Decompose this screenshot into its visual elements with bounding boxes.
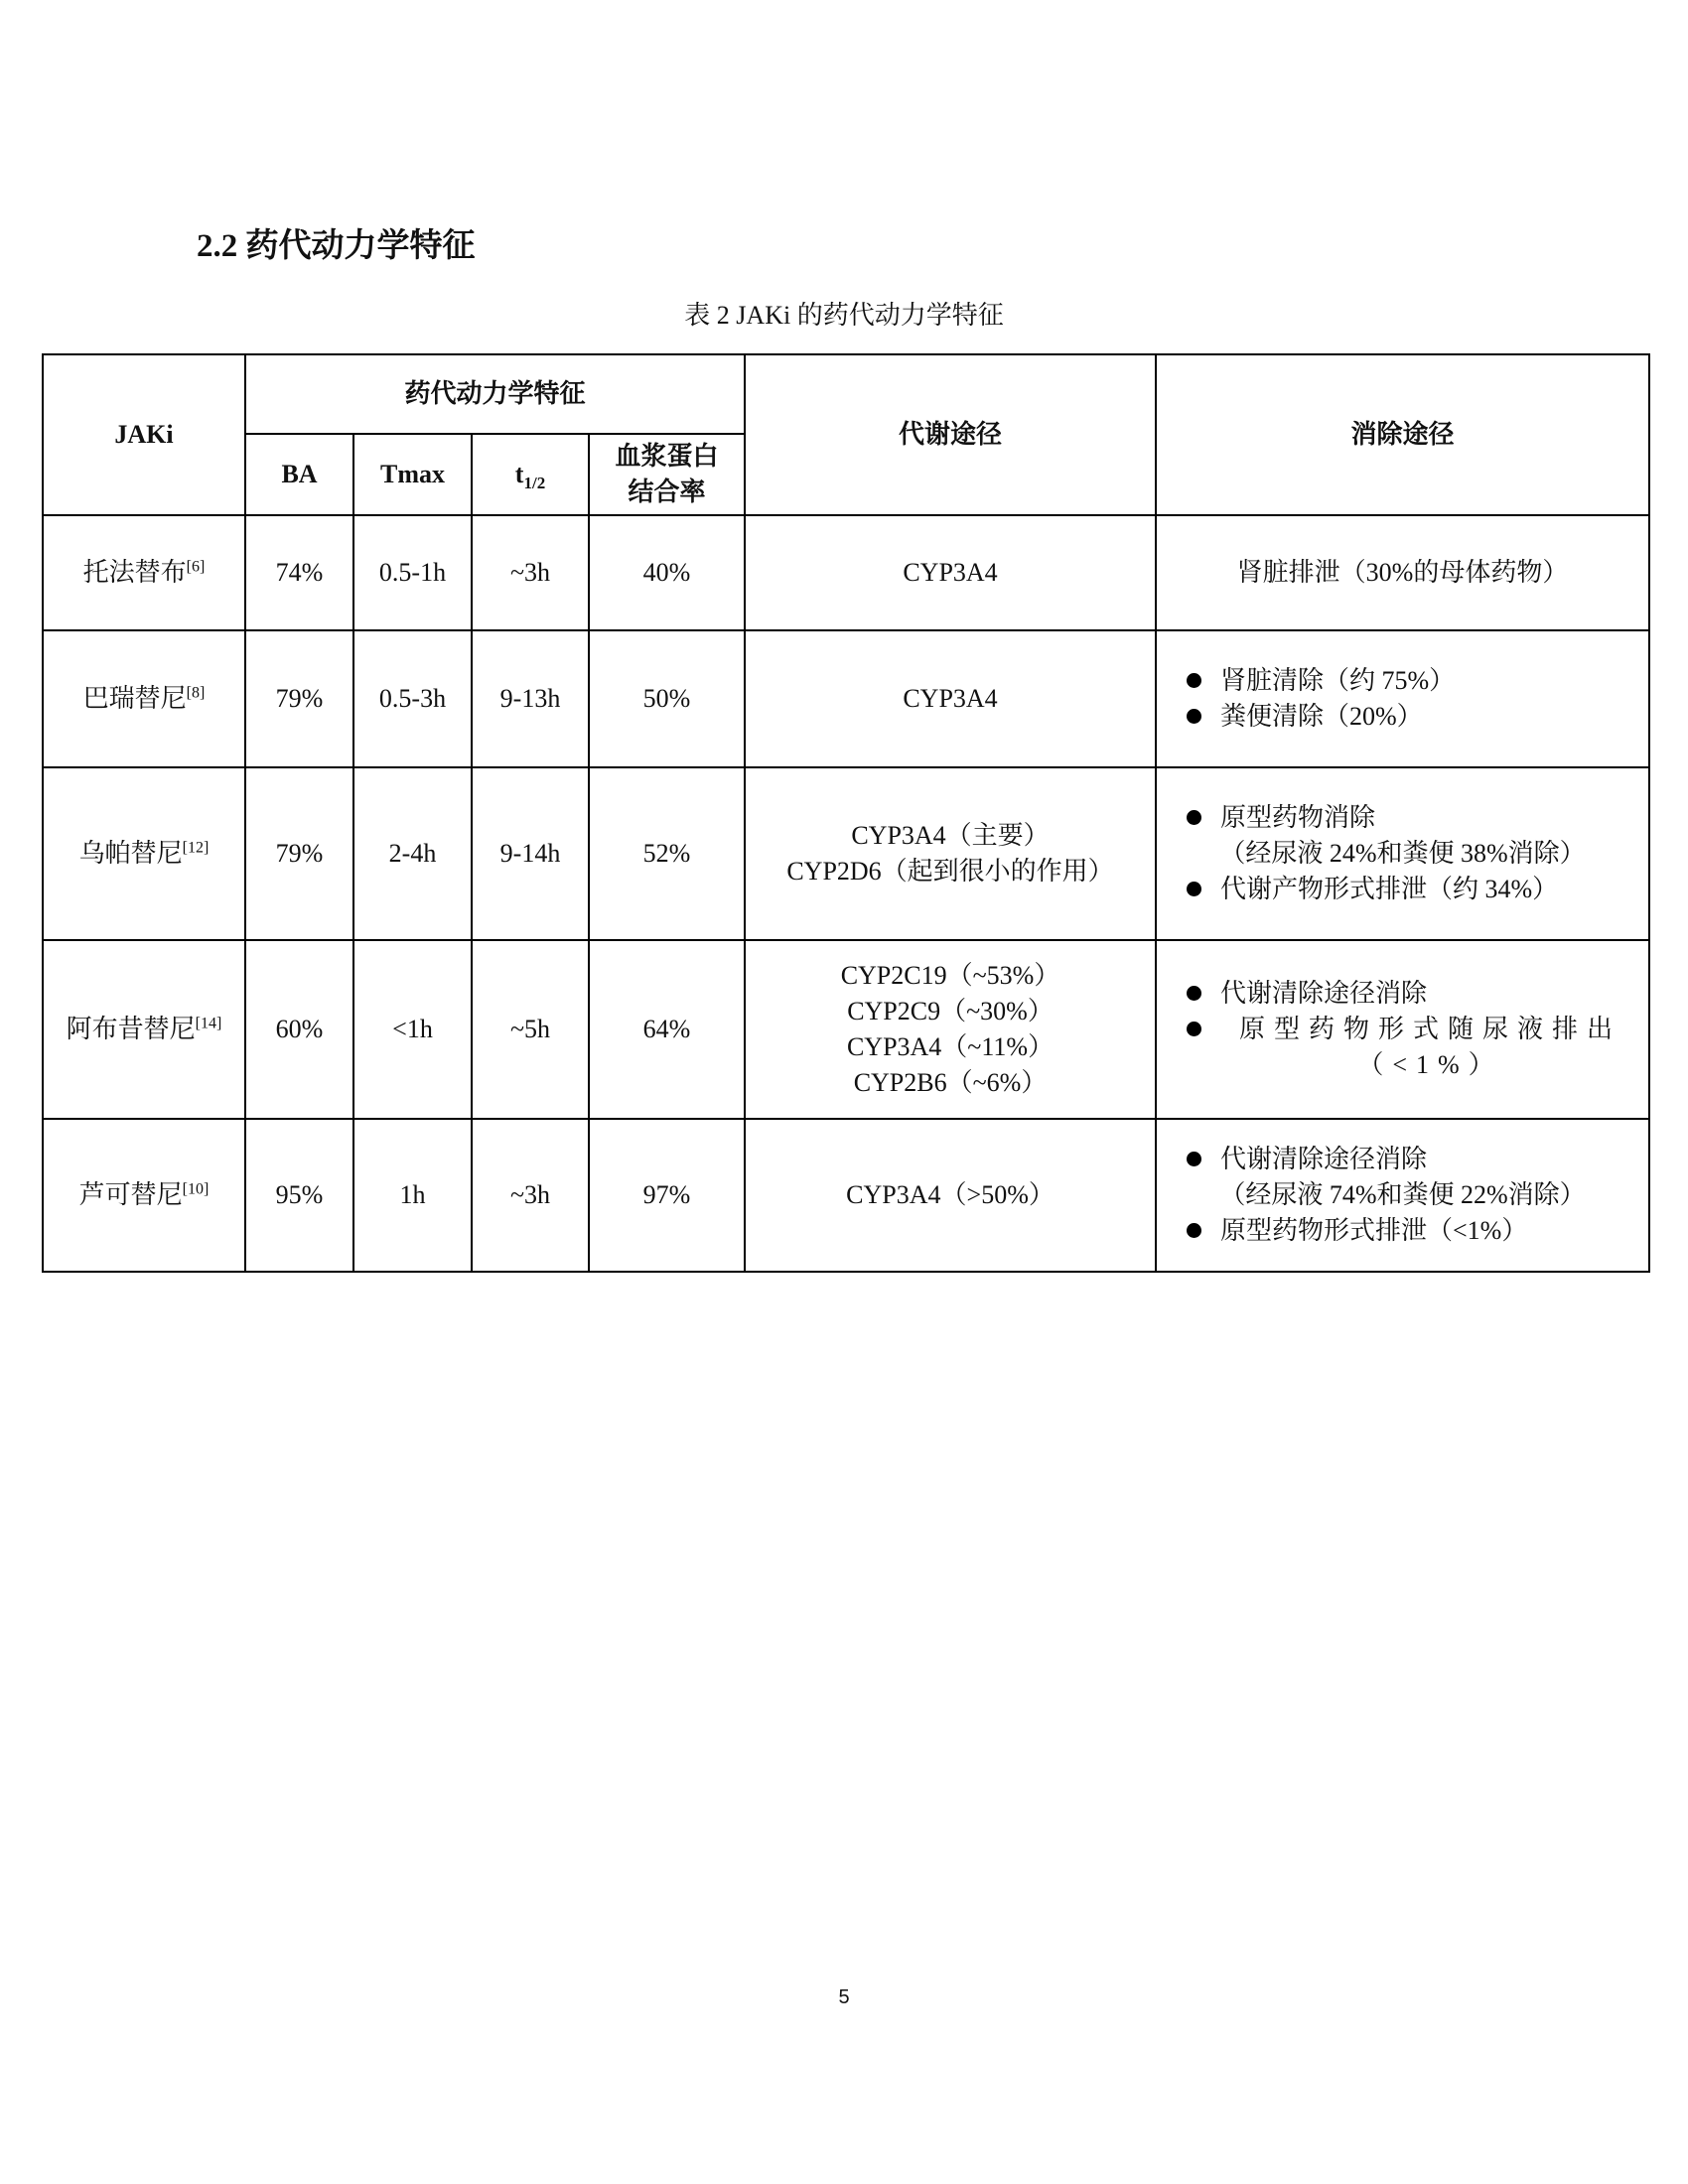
bullet-icon <box>1165 663 1220 699</box>
tmax-cell: 1h <box>353 1119 472 1272</box>
metabolism-line: CYP3A4 <box>903 558 998 587</box>
drug-name-cell <box>43 515 245 630</box>
metabolism-line: CYP2C9（~30%） <box>847 997 1054 1025</box>
metabolism-cell <box>745 630 1156 767</box>
elimination-cell <box>1156 1119 1649 1272</box>
elimination-line: （经尿液 24%和粪便 38%消除） <box>1219 839 1586 868</box>
elimination-bullet-item <box>1165 699 1640 735</box>
table-row <box>43 515 1649 630</box>
bullet-icon <box>1165 1213 1220 1249</box>
reference-marker[interactable]: [10] <box>182 1180 210 1198</box>
ppb-cell: 97% <box>589 1119 745 1272</box>
header-thalf-main: t <box>514 460 524 488</box>
elimination-line: 原型药物形式排泄（<1%） <box>1220 1216 1528 1245</box>
header-thalf-sub: 1/2 <box>523 474 546 493</box>
header-thalf <box>472 434 589 515</box>
metabolism-line: CYP3A4（~11%） <box>846 1032 1055 1061</box>
reference-marker[interactable]: [6] <box>186 558 206 576</box>
drug-name: 芦可替尼 <box>78 1180 183 1209</box>
header-drug: JAKi <box>43 354 245 515</box>
header-pk-group: 药代动力学特征 <box>245 354 745 434</box>
elimination-cell <box>1156 515 1649 630</box>
table-caption: 表 2 JAKi 的药代动力学特征 <box>684 301 1004 330</box>
metabolism-cell <box>745 515 1156 630</box>
drug-name: 阿布昔替尼 <box>66 1015 196 1043</box>
tmax-cell: <1h <box>353 940 472 1119</box>
elimination-line: 原型药物消除 <box>1220 803 1376 832</box>
ba-cell: 79% <box>245 630 353 767</box>
header-metabolism: 代谢途径 <box>745 354 1156 515</box>
elimination-bullet-item <box>1165 800 1640 836</box>
tmax-cell: 0.5-3h <box>353 630 472 767</box>
ppb-cell: 50% <box>589 630 745 767</box>
elimination-cell <box>1156 767 1649 940</box>
metabolism-line: CYP3A4 <box>903 684 998 713</box>
elimination-bullet-item <box>1165 1213 1640 1249</box>
drug-name-cell <box>43 940 245 1119</box>
metabolism-line: CYP3A4（>50%） <box>846 1180 1055 1209</box>
ba-cell: 60% <box>245 940 353 1119</box>
metabolism-cell <box>745 1119 1156 1272</box>
metabolism-line: CYP3A4（主要） <box>851 821 1050 850</box>
drug-name: 乌帕替尼 <box>78 839 183 868</box>
drug-name-cell <box>43 630 245 767</box>
pk-table <box>42 353 1650 1273</box>
thalf-cell: ~3h <box>472 1119 589 1272</box>
elimination-line: 原型药物形式随尿液排出（<1%） <box>1239 1015 1622 1079</box>
bullet-icon <box>1165 800 1220 836</box>
elimination-bullet-item <box>1165 663 1640 699</box>
thalf-cell: 9-13h <box>472 630 589 767</box>
header-row-1 <box>43 354 1649 434</box>
page-number: 5 <box>838 1986 850 2008</box>
ppb-cell: 64% <box>589 940 745 1119</box>
metabolism-cell <box>745 767 1156 940</box>
ba-cell: 79% <box>245 767 353 940</box>
bullet-icon <box>1165 976 1220 1012</box>
ppb-cell: 52% <box>589 767 745 940</box>
drug-name-cell <box>43 1119 245 1272</box>
header-elimination: 消除途径 <box>1156 354 1649 515</box>
metabolism-line: CYP2B6（~6%） <box>853 1068 1048 1097</box>
elimination-cell <box>1156 940 1649 1119</box>
header-ba: BA <box>245 434 353 515</box>
bullet-icon <box>1165 699 1220 735</box>
header-tmax: Tmax <box>353 434 472 515</box>
ba-cell: 95% <box>245 1119 353 1272</box>
metabolism-line: CYP2D6（起到很小的作用） <box>786 857 1114 886</box>
ba-cell: 74% <box>245 515 353 630</box>
bullet-icon <box>1165 1012 1220 1047</box>
tmax-cell: 2-4h <box>353 767 472 940</box>
elimination-line: 肾脏清除（约 75%） <box>1220 666 1456 695</box>
tmax-cell: 0.5-1h <box>353 515 472 630</box>
table-row <box>43 1119 1649 1272</box>
elimination-line: 代谢清除途径消除 <box>1220 979 1428 1008</box>
header-ppb-line1: 血浆蛋白 <box>615 442 719 471</box>
elimination-line: （经尿液 74%和粪便 22%消除） <box>1219 1180 1586 1209</box>
elimination-line: 代谢产物形式排泄（约 34%） <box>1220 875 1559 903</box>
elimination-line: 代谢清除途径消除 <box>1220 1145 1428 1173</box>
bullet-icon <box>1165 1142 1220 1177</box>
metabolism-line: CYP2C19（~53%） <box>840 961 1060 990</box>
header-ppb-line2: 结合率 <box>628 478 706 506</box>
elimination-bullet-item <box>1165 1142 1640 1177</box>
reference-marker[interactable]: [8] <box>186 684 206 702</box>
bullet-icon <box>1165 872 1220 907</box>
elimination-bullet-item <box>1165 1012 1640 1083</box>
elimination-bullet-item <box>1165 872 1640 907</box>
metabolism-cell <box>745 940 1156 1119</box>
elimination-line: 肾脏排泄（30%的母体药物） <box>1236 558 1569 587</box>
table-row <box>43 767 1649 940</box>
drug-name-cell <box>43 767 245 940</box>
elimination-cell <box>1156 630 1649 767</box>
elimination-line: 粪便清除（20%） <box>1220 702 1423 731</box>
thalf-cell: 9-14h <box>472 767 589 940</box>
header-ppb <box>589 434 745 515</box>
drug-name: 巴瑞替尼 <box>82 684 187 713</box>
elimination-bullet-item <box>1165 976 1640 1012</box>
thalf-cell: ~5h <box>472 940 589 1119</box>
reference-marker[interactable]: [12] <box>182 839 210 857</box>
table-row <box>43 940 1649 1119</box>
ppb-cell: 40% <box>589 515 745 630</box>
section-title: 2.2 药代动力学特征 <box>197 228 476 264</box>
table-row <box>43 630 1649 767</box>
thalf-cell: ~3h <box>472 515 589 630</box>
reference-marker[interactable]: [14] <box>195 1015 222 1032</box>
drug-name: 托法替布 <box>82 558 187 587</box>
